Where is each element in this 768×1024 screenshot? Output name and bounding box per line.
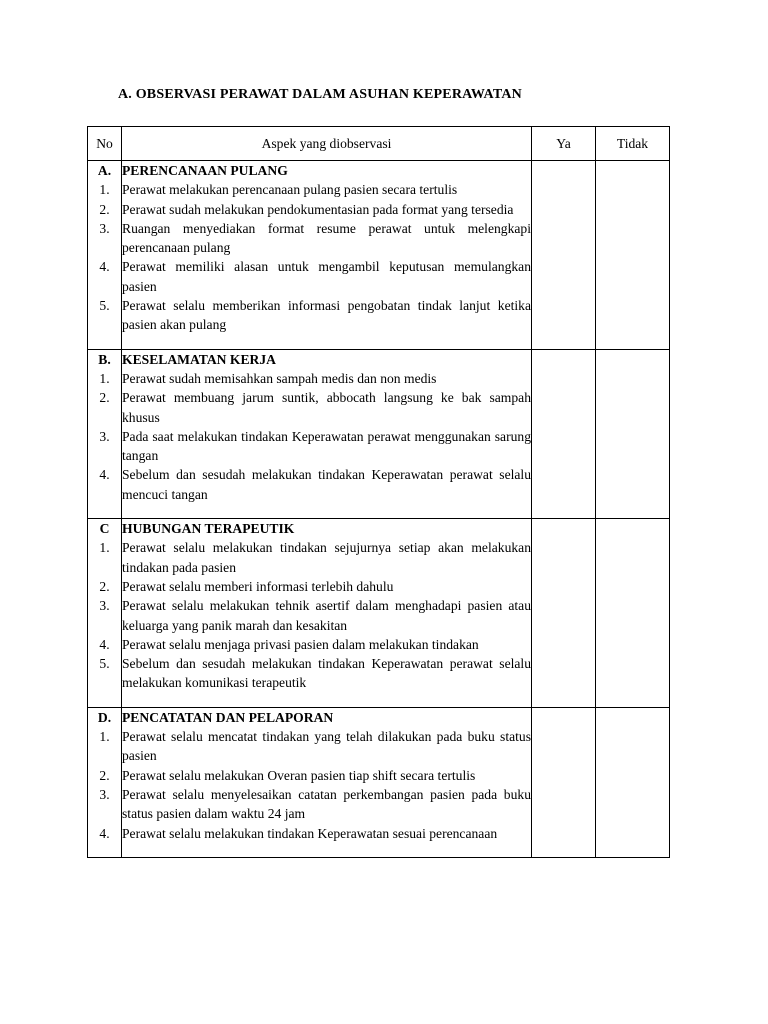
item-text: Perawat selalu melakukan tehnik asertif dalam menghadapi pasien atau keluarga yang panik marah dan kesakitan [122,598,531,633]
item-number: 1. [99,370,110,386]
item-text: Perawat sudah melakukan pendokumentasian pada format yang tersedia [122,201,514,217]
item-number: 2. [99,390,110,406]
section-aspect-cell [122,519,532,708]
header-aspect: Aspek yang diobservasi [122,127,532,161]
item-number: 5. [99,656,110,672]
item-text: Perawat melakukan perencanaan pulang pasien secara tertulis [122,182,458,198]
section-number-cell [88,161,122,350]
item-number: 5. [99,298,110,314]
section-title: PENCATATAN DAN PELAPORAN [122,709,334,725]
item-text: Perawat selalu menyelesaikan catatan perkembangan pasien pada buku status pasien dalam waktu 24 jam [122,786,531,822]
yes-checkbox-cell[interactable] [532,161,596,350]
page-heading: A. OBSERVASI PERAWAT DALAM ASUHAN KEPERAWATAN [118,87,522,102]
section-row [88,349,670,518]
section-bottom-space [122,504,531,518]
item-text: Perawat membuang jarum suntik, abbocath langsung ke bak sampah khusus [122,390,531,425]
item-number: 4. [99,825,110,841]
item-number: 2. [99,578,110,594]
item-number: 4. [99,259,110,275]
item-number: 1. [99,729,110,745]
section-aspect-cell [122,349,532,518]
item-text: Perawat selalu menjaga privasi pasien dalam melakukan tindakan [122,636,479,652]
section-aspect-cell [122,161,532,350]
item-text: Perawat sudah memisahkan sampah medis dan non medis [122,370,437,386]
item-text: Perawat memiliki alasan untuk mengambil keputusan memulangkan pasien [122,259,531,294]
section-title: KESELAMATAN KERJA [122,351,276,367]
section-number-cell [88,519,122,708]
section-bottom-space [122,693,531,707]
section-number-cell [88,349,122,518]
item-text: Perawat selalu melakukan Overan pasien tiap shift secara tertulis [122,767,476,783]
section-title: HUBUNGAN TERAPEUTIK [122,521,295,537]
section-code: A. [97,163,112,178]
item-number: 3. [99,598,110,614]
header-yes: Ya [532,127,596,161]
observation-table [87,126,670,858]
item-text: Perawat selalu mencatat tindakan yang telah dilakukan pada buku status pasien [122,729,531,764]
section-title: PERENCANAAN PULANG [122,163,288,178]
item-number: 2. [99,767,110,783]
yes-checkbox-cell[interactable] [532,349,596,518]
item-number: 1. [99,182,110,198]
no-checkbox-cell[interactable] [596,161,670,350]
item-number: 3. [99,428,110,444]
section-row [88,707,670,857]
yes-checkbox-cell[interactable] [532,519,596,708]
item-number: 1. [99,540,110,556]
section-code: C [99,521,110,537]
table-header-row [88,127,670,161]
section-code: D. [97,709,112,725]
item-text: Perawat selalu memberi informasi terlebih dahulu [122,578,394,594]
item-text: Perawat selalu melakukan tindakan sejujurnya setiap akan melakukan tindakan pada pasien [122,540,531,575]
item-number: 4. [99,636,110,652]
item-text: Sebelum dan sesudah melakukan tindakan Keperawatan perawat selalu melakukan komunikasi terapeutik [122,656,531,691]
section-number-cell [88,707,122,857]
section-bottom-space [122,843,531,857]
item-number: 3. [99,786,110,802]
section-aspect-cell [122,707,532,857]
section-bottom-space [122,335,531,349]
no-checkbox-cell[interactable] [596,349,670,518]
item-text: Pada saat melakukan tindakan Keperawatan perawat menggunakan sarung tangan [122,428,531,464]
item-text: Perawat selalu melakukan tindakan Keperawatan sesuai perencanaan [122,825,498,841]
item-text: Ruangan menyediakan format resume perawat untuk melengkapi perencanaan pulang [122,220,531,256]
item-number: 4. [99,467,110,483]
item-number: 3. [99,220,110,236]
section-code: B. [98,351,111,367]
header-no: No [88,127,122,161]
section-row [88,161,670,350]
no-checkbox-cell[interactable] [596,707,670,857]
item-text: Sebelum dan sesudah melakukan tindakan Keperawatan perawat selalu mencuci tangan [122,467,531,502]
table-body [88,161,670,858]
header-no-option: Tidak [596,127,670,161]
section-row [88,519,670,708]
item-number: 2. [99,201,110,217]
item-text: Perawat selalu memberikan informasi pengobatan tindak lanjut ketika pasien akan pulang [122,298,531,333]
no-checkbox-cell[interactable] [596,519,670,708]
yes-checkbox-cell[interactable] [532,707,596,857]
